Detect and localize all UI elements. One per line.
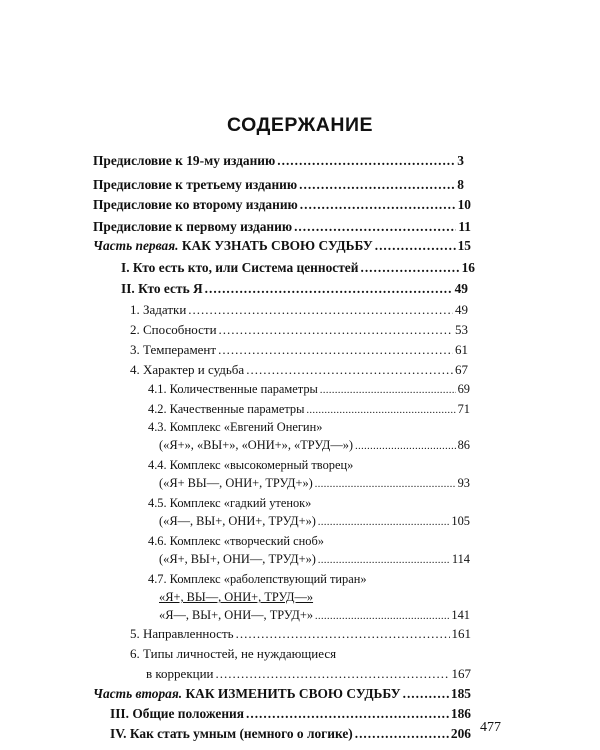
toc-part-entry bbox=[93, 238, 471, 254]
leader-dots bbox=[306, 402, 455, 417]
leader-dots bbox=[315, 608, 449, 623]
leader-dots bbox=[355, 438, 456, 453]
toc-entry-title: IV. Как стать умным (немного о логике) bbox=[110, 726, 353, 741]
page-number: 477 bbox=[480, 720, 501, 735]
leader-dots bbox=[300, 197, 456, 213]
toc-entry-page: 186 bbox=[450, 706, 471, 721]
toc-entry-title: 4.5. Комплекс «гадкий утенок» bbox=[148, 496, 312, 510]
leader-dots bbox=[294, 219, 456, 235]
toc-entry-page: 10 bbox=[457, 197, 471, 212]
toc-entry bbox=[121, 281, 468, 297]
toc-entry bbox=[148, 402, 470, 417]
leader-dots bbox=[315, 476, 456, 491]
toc-entry-page: 105 bbox=[451, 514, 470, 528]
toc-entry-title: 4.3. Комплекс «Евгений Онегин» bbox=[148, 420, 323, 434]
toc-entry-title: Предисловие к первому изданию bbox=[93, 219, 293, 234]
leader-dots bbox=[218, 342, 453, 358]
toc-entry-page: 15 bbox=[457, 238, 471, 253]
toc-entry-title: Предисловие к 19-му изданию bbox=[93, 153, 276, 168]
toc-entry-page: 67 bbox=[455, 362, 468, 377]
toc-entry-page: 16 bbox=[461, 260, 475, 275]
toc-entry bbox=[130, 302, 468, 318]
toc-entry-title: III. Общие положения bbox=[110, 706, 245, 721]
toc-entry-page: 49 bbox=[454, 281, 468, 296]
toc-entry-title: 6. Типы личностей, не нуждающиеся bbox=[130, 646, 337, 661]
leader-dots bbox=[205, 281, 453, 297]
part-label: Часть вторая. bbox=[93, 686, 183, 701]
toc-entry bbox=[159, 438, 470, 453]
toc-entry bbox=[93, 177, 464, 193]
toc-entry-page: 167 bbox=[451, 666, 471, 681]
leader-dots bbox=[318, 514, 450, 529]
toc-entry-title bbox=[93, 686, 401, 702]
part-label: Часть первая. bbox=[93, 238, 179, 253]
leader-dots bbox=[375, 238, 456, 254]
leader-dots bbox=[277, 153, 455, 169]
toc-entry bbox=[93, 219, 471, 235]
toc-entry-page: 114 bbox=[451, 552, 470, 566]
leader-dots bbox=[246, 706, 449, 722]
toc-entry-title: 4.6. Комплекс «творческий сноб» bbox=[148, 534, 324, 548]
toc-entry-title: 4.7. Комплекс «раболепствующий тиран» bbox=[148, 572, 367, 586]
toc-entry-title: 5. Направленность bbox=[130, 626, 234, 641]
toc-entry-title: 1. Задатки bbox=[130, 302, 187, 317]
toc-entry-page: 53 bbox=[455, 322, 468, 337]
toc-entry-subtitle: («Я+», «ВЫ+», «ОНИ+», «ТРУД—») bbox=[159, 438, 354, 452]
toc-entry bbox=[93, 153, 464, 169]
leader-dots bbox=[188, 302, 453, 318]
toc-entry bbox=[146, 666, 471, 682]
toc-entry-subtitle: («Я+ ВЫ—, ОНИ+, ТРУД+») bbox=[159, 476, 313, 490]
leader-dots bbox=[403, 686, 449, 702]
leader-dots bbox=[299, 177, 455, 193]
toc-entry bbox=[130, 322, 468, 338]
toc-entry-title: 2. Способности bbox=[130, 322, 217, 337]
toc-entry-page: 69 bbox=[457, 382, 470, 396]
toc-entry-title: 4.2. Качественные параметры bbox=[148, 402, 305, 416]
toc-entry-subtitle: в коррекции bbox=[146, 666, 214, 681]
toc-entry-page: 93 bbox=[457, 476, 470, 490]
leader-dots bbox=[219, 322, 453, 338]
toc-entry-title: 4.1. Количественные параметры bbox=[148, 382, 318, 396]
toc-entry-title: 4.4. Комплекс «высокомерный творец» bbox=[148, 458, 354, 472]
toc-entry-page: 11 bbox=[458, 219, 471, 234]
toc-entry-page: 71 bbox=[457, 402, 470, 416]
toc-entry-title: Предисловие ко второму изданию bbox=[93, 197, 298, 212]
toc-entry bbox=[110, 726, 471, 742]
toc-entry-page: 161 bbox=[451, 626, 471, 641]
leader-dots bbox=[355, 726, 449, 742]
toc-entry bbox=[148, 382, 470, 397]
toc-entry bbox=[130, 626, 471, 642]
toc-entry-title: II. Кто есть Я bbox=[121, 281, 203, 296]
toc-entry bbox=[130, 342, 468, 358]
toc-entry bbox=[159, 608, 470, 623]
toc-entry-page: 141 bbox=[451, 608, 470, 622]
leader-dots bbox=[320, 382, 456, 397]
toc-entry-title: I. Кто есть кто, или Система ценностей bbox=[121, 260, 359, 275]
toc-entry-subtitle: «Я+, ВЫ—, ОНИ+, ТРУД—» bbox=[159, 590, 314, 604]
toc-entry-page: 185 bbox=[450, 686, 471, 701]
toc-entry-subtitle: («Я+, ВЫ+, ОНИ—, ТРУД+») bbox=[159, 552, 316, 566]
toc-entry bbox=[130, 362, 468, 378]
toc-entry-subtitle: «Я—, ВЫ+, ОНИ—, ТРУД+» bbox=[159, 608, 314, 622]
toc-entry-page: 49 bbox=[455, 302, 468, 317]
leader-dots bbox=[360, 260, 459, 276]
toc-entry-subtitle: («Я—, ВЫ+, ОНИ+, ТРУД+») bbox=[159, 514, 316, 528]
toc-entry-page: 61 bbox=[455, 342, 468, 357]
toc-entry bbox=[93, 197, 471, 213]
toc-entry-page: 3 bbox=[457, 153, 464, 168]
toc-entry-page: 206 bbox=[450, 726, 471, 741]
toc-entry-page: 86 bbox=[457, 438, 470, 452]
page-title: СОДЕРЖАНИЕ bbox=[227, 114, 373, 136]
toc-entry bbox=[159, 514, 470, 529]
toc-entry-title: 3. Темперамент bbox=[130, 342, 217, 357]
toc-entry bbox=[159, 476, 470, 491]
part-title: КАК УЗНАТЬ СВОЮ СУДЬБУ bbox=[181, 238, 373, 253]
leader-dots bbox=[246, 362, 453, 378]
leader-dots bbox=[216, 666, 450, 682]
toc-entry bbox=[110, 706, 471, 722]
leader-dots bbox=[236, 626, 450, 642]
toc-entry bbox=[121, 260, 475, 276]
toc-entry bbox=[159, 552, 470, 567]
toc-entry-title: Предисловие к третьему изданию bbox=[93, 177, 298, 192]
part-title: КАК ИЗМЕНИТЬ СВОЮ СУДЬБУ bbox=[185, 686, 401, 701]
toc-entry-page: 8 bbox=[457, 177, 464, 192]
leader-dots bbox=[318, 552, 450, 567]
toc-part-entry bbox=[93, 686, 471, 702]
toc-entry-title: 4. Характер и судьба bbox=[130, 362, 245, 377]
toc-entry-title bbox=[93, 238, 373, 254]
